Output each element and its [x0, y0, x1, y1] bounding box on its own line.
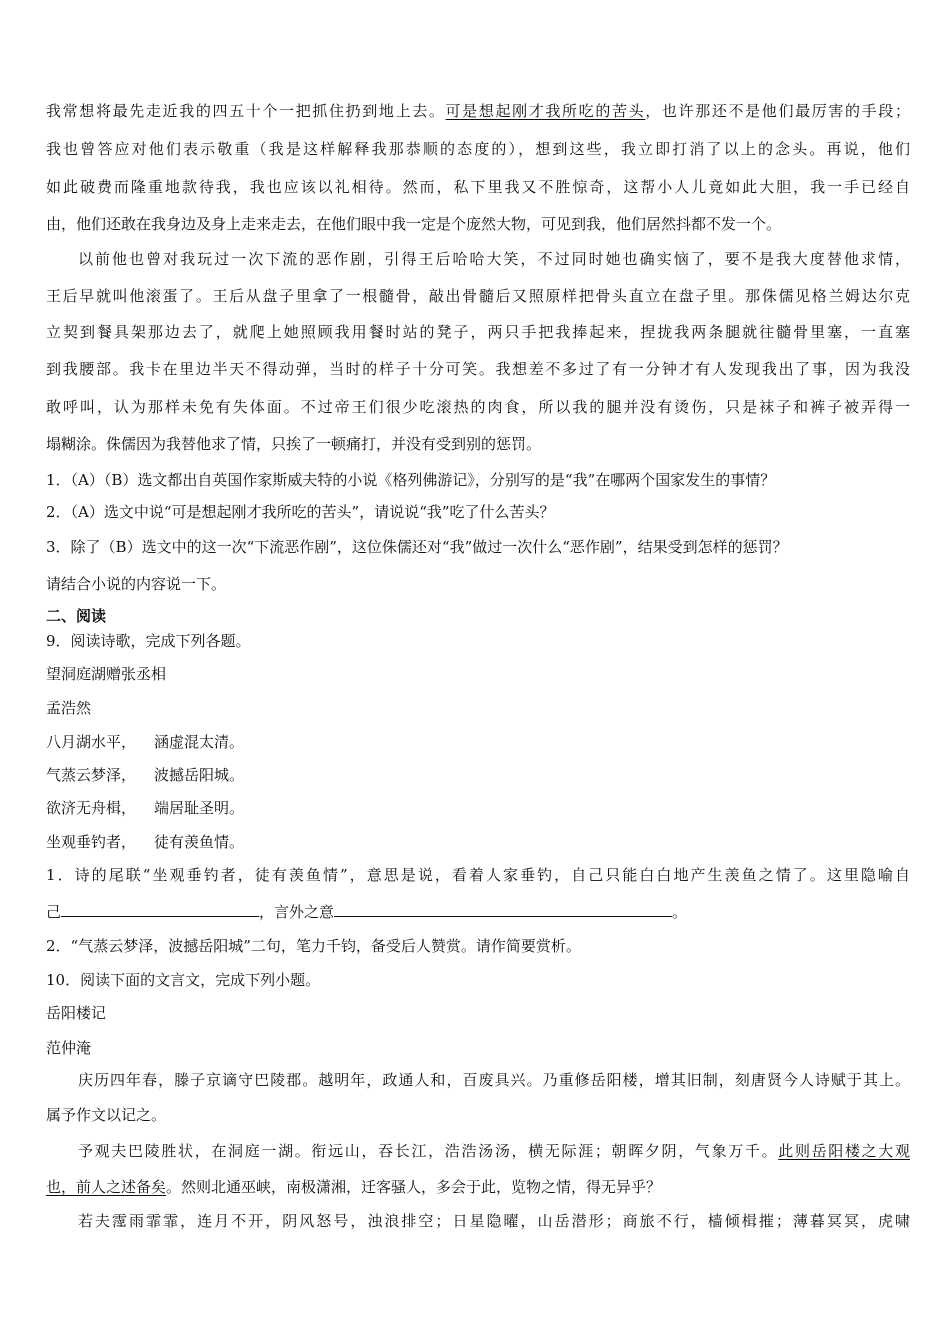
essay-p2-line1: 予观夫巴陵胜状，在洞庭一湖。衔远山，吞长江，浩浩汤汤，横无际涯；朝晖夕阴，气象万千。此则岳阳楼之大观	[78, 1142, 910, 1160]
poem-line-4: 坐观垂钓者， 徒有羡鱼情。	[46, 833, 245, 851]
question-10-intro: 10．阅读下面的文言文，完成下列小题。	[46, 971, 321, 989]
essay-author: 范仲淹	[46, 1039, 92, 1057]
passage-b-p1-line3: 如此破费而隆重地款待我，我也应该以礼相待。然而，私下里我又不胜惊奇，这帮小人儿竟如此大胆，我一手已经自	[46, 178, 910, 196]
question-9-intro: 9．阅读诗歌，完成下列各题。	[46, 632, 251, 650]
answer-blank-2[interactable]	[334, 902, 672, 917]
question-8-3-line2: 请结合小说的内容说一下。	[46, 575, 227, 593]
passage-b-p2-line5: 敢呼叫，认为那样未免有失体面。不过帝王们很少吃滚热的肉食，所以我的腿并没有烫伤，只是袜子和裤子被弄得一	[46, 398, 910, 416]
essay-p2-line2: 也，前人之述备矣。然则北通巫峡，南极潇湘，迁客骚人，多会于此，览物之情，得无异乎？	[46, 1178, 662, 1196]
section-title: 二、阅读	[46, 607, 107, 625]
question-8-1: 1．（A）（B）选文都出自英国作家斯威夫特的小说《格列佛游记》，分别写的是“我”在哪两个国家发生的事情？	[46, 471, 776, 489]
passage-b-p1-line1: 我常想将最先走近我的四五十个一把抓住扔到地上去。可是想起刚才我所吃的苦头，也许那还不是他们最厉害的手段；	[46, 102, 910, 120]
poem-line-1: 八月湖水平， 涵虚混太清。	[46, 733, 245, 751]
poem-title: 望洞庭湖赠张丞相	[46, 665, 167, 683]
essay-p1-line2: 属予作文以记之。	[46, 1106, 167, 1124]
question-9-1-line1: 1．诗的尾联“坐观垂钓者，徒有羡鱼情”，意思是说，看着人家垂钓，自己只能白白地产生羡鱼之情了。这里隐喻自	[46, 866, 910, 884]
poem-author: 孟浩然	[46, 699, 92, 717]
essay-p1-line1: 庆历四年春，滕子京谪守巴陵郡。越明年，政通人和，百废具兴。乃重修岳阳楼，增其旧制，刻唐贤今人诗赋于其上。	[78, 1071, 910, 1089]
passage-b-p1-line2: 我也曾答应对他们表示敬重（我是这样解释我那恭顺的态度的），想到这些，我立即打消了以上的念头。再说，他们	[46, 140, 910, 158]
passage-b-p1-line4: 由，他们还敢在我身边及身上走来走去，在他们眼中我一定是个庞然大物，可见到我，他们居然抖都不发一个。	[46, 215, 782, 233]
underlined-phrase: 此则岳阳楼之大观	[778, 1142, 910, 1160]
passage-b-p2-line2: 王后早就叫他滚蛋了。王后从盘子里拿了一根髓骨，敲出骨髓后又照原样把骨头直立在盘子里。那侏儒见格兰姆达尔克	[46, 287, 910, 305]
passage-b-p2-line4: 到我腰部。我卡在里边半天不得动弹，当时的样子十分可笑。我想差不多过了有一分钟才有人发现我出了事，因为我没	[46, 360, 910, 378]
essay-title: 岳阳楼记	[46, 1004, 107, 1022]
underlined-phrase: 可是想起刚才我所吃的苦头	[445, 102, 646, 120]
poem-line-3: 欲济无舟楫， 端居耻圣明。	[46, 799, 245, 817]
passage-b-p2-line3: 立契到餐具架那边去了，就爬上她照顾我用餐时站的凳子，两只手把我捧起来，捏拢我两条腿就往髓骨里塞，一直塞	[46, 323, 910, 341]
question-8-3-line1: 3．除了（B）选文中的这一次“下流恶作剧”，这位侏儒还对“我”做过一次什么“恶作剧”，结果受到怎样的惩罚？	[46, 538, 788, 556]
passage-b-p2-line1: 以前他也曾对我玩过一次下流的恶作剧，引得王后哈哈大笑，不过同时她也确实恼了，要不是我大度替他求情，	[78, 250, 910, 268]
question-9-1-line2: 己 ，言外之意 。	[46, 903, 688, 921]
answer-blank-1[interactable]	[61, 902, 259, 917]
passage-b-p2-line6: 塌糊涂。侏儒因为我替他求了情，只挨了一顿痛打，并没有受到别的惩罚。	[46, 435, 542, 453]
essay-p3-line1: 若夫霪雨霏霏，连月不开，阴风怒号，浊浪排空；日星隐曜，山岳潜形；商旅不行，樯倾楫摧；薄暮冥冥，虎啸	[78, 1212, 910, 1230]
question-9-2: 2．“气蒸云梦泽，波撼岳阳城”二句，笔力千钧，备受后人赞赏。请作简要赏析。	[46, 937, 581, 955]
question-8-2: 2．（A）选文中说“可是想起刚才我所吃的苦头”，请说说“我”吃了什么苦头？	[46, 503, 555, 521]
poem-line-2: 气蒸云梦泽， 波撼岳阳城。	[46, 766, 245, 784]
underlined-phrase: 也，前人之述备矣	[46, 1178, 167, 1196]
